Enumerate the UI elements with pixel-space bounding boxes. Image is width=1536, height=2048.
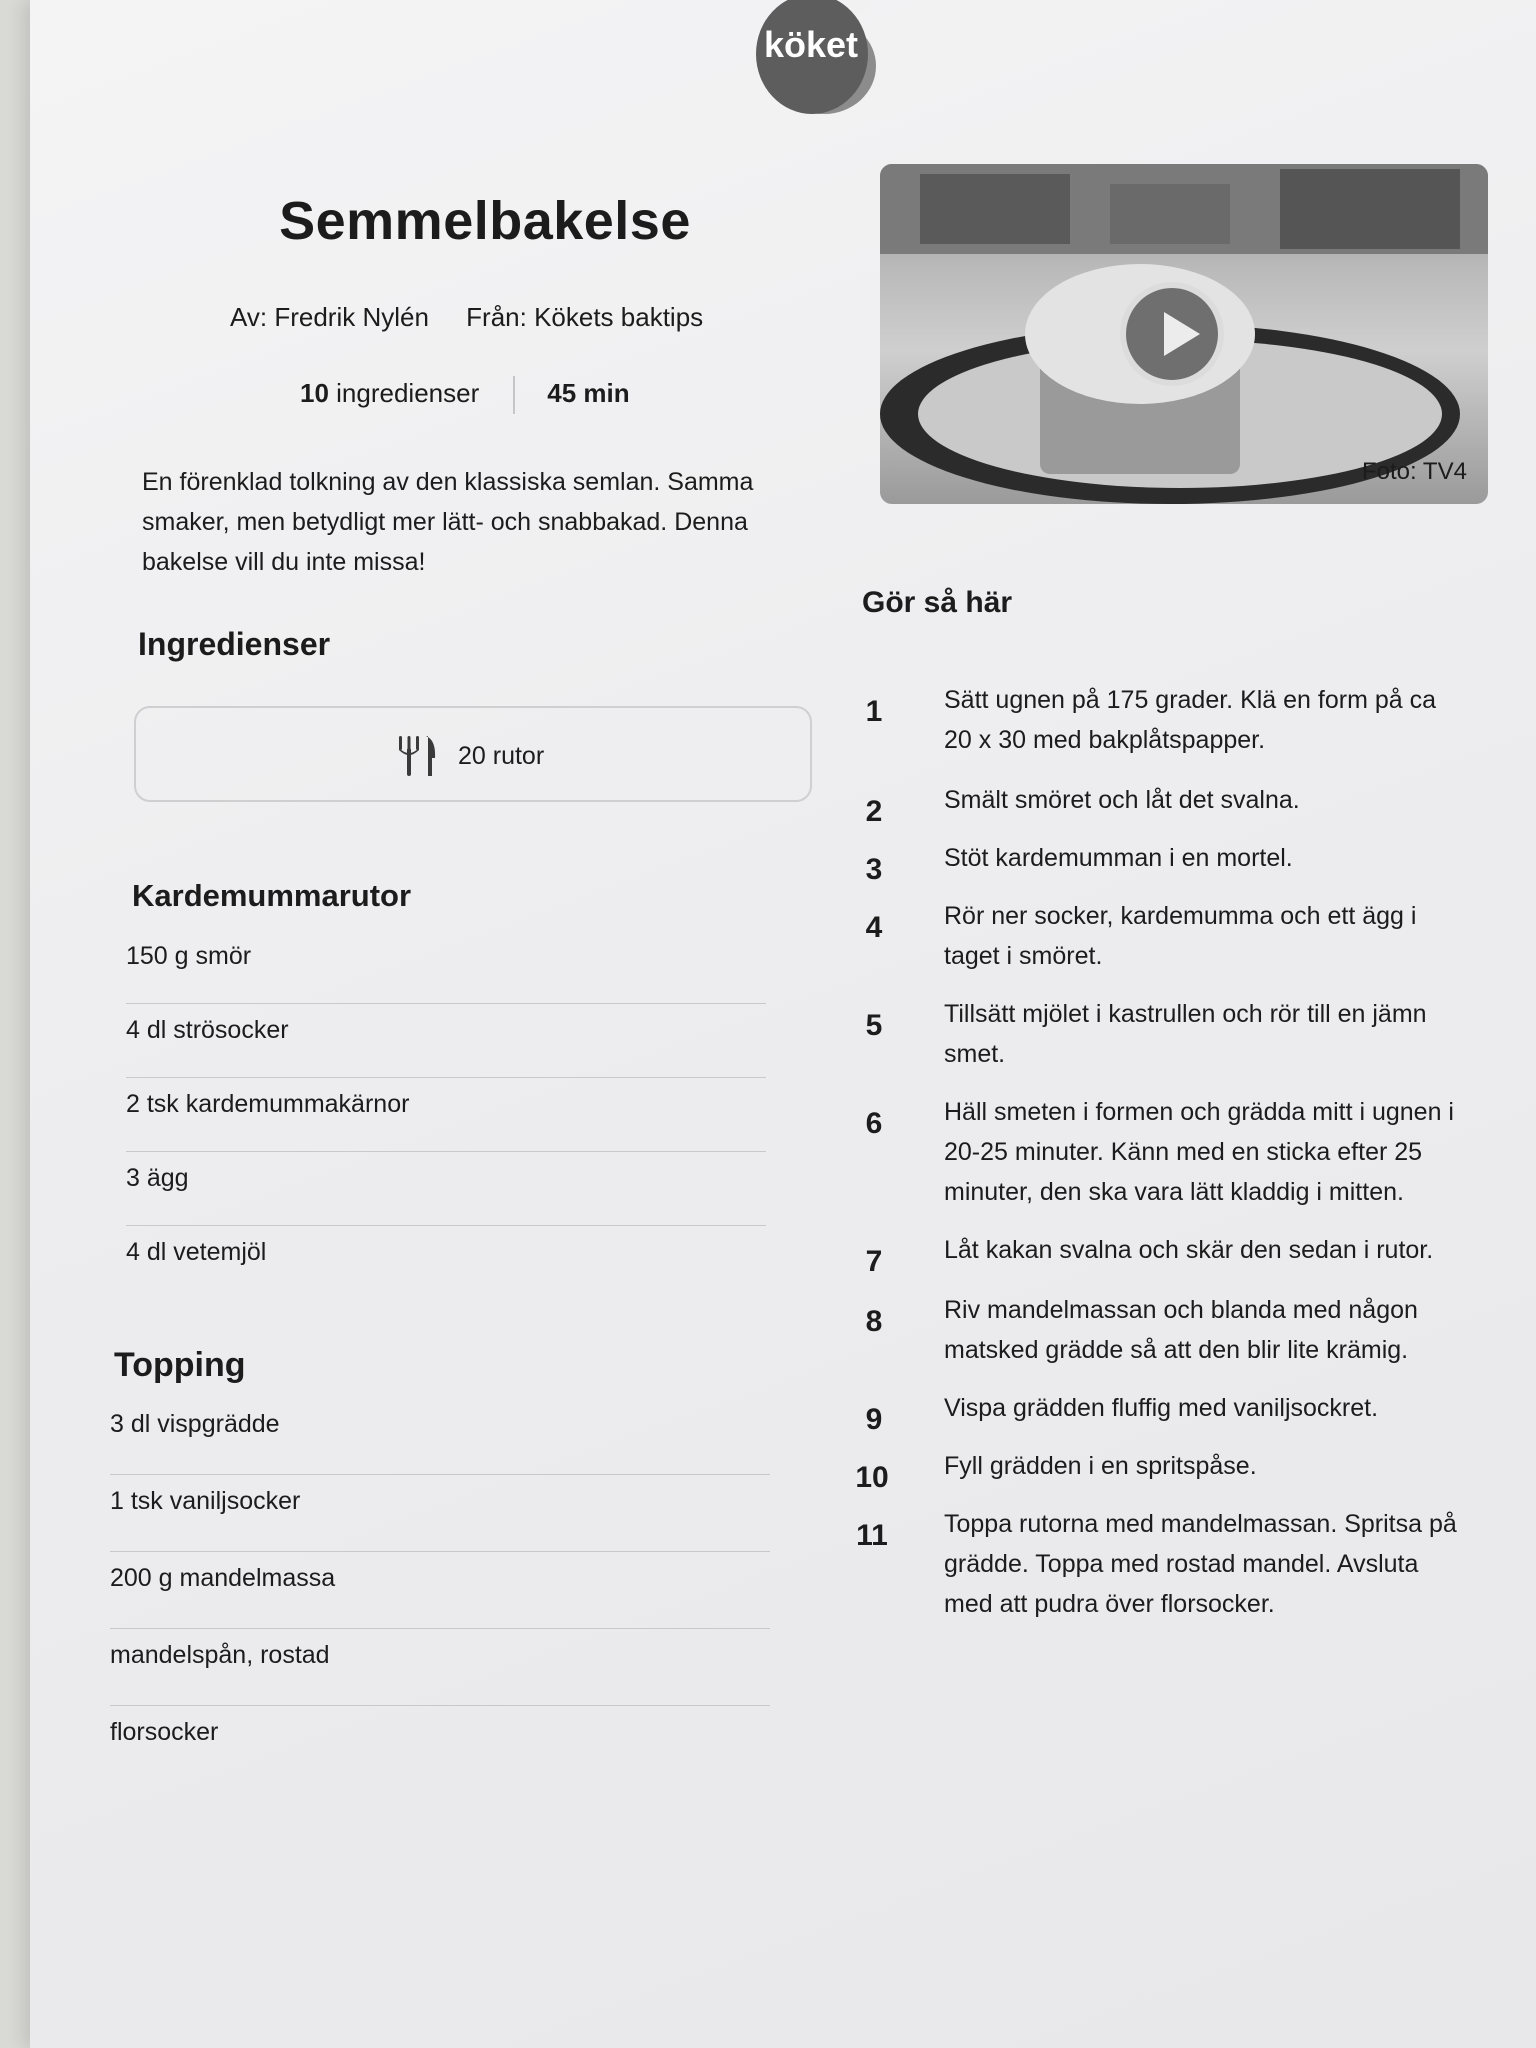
step-number: 1	[865, 695, 883, 728]
photo-credit: Foto: TV4	[1362, 458, 1467, 485]
recipe-source[interactable]: Från: Kökets baktips	[466, 302, 704, 332]
ingredient-item: 2 tsk kardemummakärnor	[126, 1078, 766, 1152]
step-number: 6	[865, 1107, 883, 1140]
cooking-time: 45 min	[547, 377, 630, 408]
ingredient-item: 200 g mandelmassa	[110, 1552, 770, 1629]
step-item	[848, 1230, 1468, 1278]
recipe-title: Semmelbakelse	[279, 191, 691, 251]
recipe-stats	[300, 376, 630, 414]
portion-selector[interactable]	[134, 706, 812, 802]
group-heading-kardemummarutor: Kardemummarutor	[132, 878, 412, 913]
portion-count: 20 rutor	[458, 741, 545, 770]
step-item	[848, 1446, 1468, 1494]
koket-logo	[752, 0, 882, 118]
ingredient-item: 3 dl vispgrädde	[110, 1398, 770, 1475]
ingredient-list-kardemummarutor	[126, 930, 766, 1300]
ingredient-item: 150 g smör	[126, 930, 766, 1004]
step-item	[848, 680, 1468, 760]
step-number: 4	[865, 911, 883, 944]
ingredient-item: 1 tsk vaniljsocker	[110, 1475, 770, 1552]
step-number: 9	[865, 1403, 883, 1436]
step-number: 7	[865, 1245, 883, 1278]
step-number: 10	[855, 1461, 889, 1494]
ingredient-count: 10	[300, 377, 329, 408]
ingredient-item: florsocker	[110, 1718, 219, 1746]
step-text: Vispa grädden fluffig med vaniljsockret.	[944, 1394, 1379, 1422]
play-icon[interactable]	[1120, 282, 1224, 386]
step-text: Rör ner socker, kardemumma och ett ägg i taget i smöret.	[944, 902, 1417, 970]
step-item	[848, 1388, 1468, 1436]
step-text: Toppa rutorna med mandelmassan. Spritsa på grädde. Toppa med rostad mandel. Avsluta med att pudra över florsocker.	[944, 1510, 1457, 1618]
ingredients-heading: Ingredienser	[138, 626, 331, 662]
instructions-heading: Gör så här	[862, 586, 1013, 619]
step-item	[848, 1504, 1468, 1624]
group-heading-topping: Topping	[114, 1346, 246, 1384]
step-number: 5	[865, 1009, 883, 1042]
step-text: Tillsätt mjölet i kastrullen och rör till en jämn smet.	[944, 1000, 1427, 1068]
step-item	[848, 838, 1468, 886]
step-text: Fyll grädden i en spritspåse.	[944, 1452, 1257, 1480]
step-item	[848, 1290, 1468, 1370]
portion-display	[398, 734, 544, 778]
step-number: 2	[865, 795, 883, 828]
cutlery-icon	[398, 734, 440, 778]
recipe-video[interactable]	[880, 164, 1488, 504]
recipe-meta	[230, 302, 733, 333]
recipe-author[interactable]: Av: Fredrik Nylén	[230, 302, 429, 332]
ingredient-item: 3 ägg	[126, 1152, 766, 1226]
step-text: Riv mandelmassan och blanda med någon matsked grädde så att den blir lite krämig.	[944, 1296, 1418, 1364]
ingredient-count-label: ingredienser	[328, 377, 480, 408]
ingredient-list-topping	[110, 1398, 770, 1783]
stats-divider	[513, 376, 515, 414]
ingredient-item: 4 dl strösocker	[126, 1004, 766, 1078]
step-item	[848, 994, 1468, 1074]
step-text: Häll smeten i formen och grädda mitt i ugnen i 20-25 minuter. Känn med en sticka efter 25 minuter, den ska vara lätt kladdig i mitten.	[944, 1098, 1454, 1206]
step-item	[848, 896, 1468, 976]
instruction-steps	[848, 680, 1468, 1624]
ingredient-item: 4 dl vetemjöl	[126, 1238, 267, 1266]
ingredient-item: mandelspån, rostad	[110, 1629, 770, 1706]
logo-text: köket	[763, 24, 859, 65]
recipe-intro: En förenklad tolkning av den klassiska semlan. Samma smaker, men betydligt mer lätt- och snabbakad. Denna bakelse vill du inte missa!	[142, 468, 754, 576]
step-number: 3	[865, 853, 883, 886]
step-text: Stöt kardemumman i en mortel.	[944, 844, 1293, 872]
step-text: Sätt ugnen på 175 grader. Klä en form på ca 20 x 30 med bakplåtspapper.	[944, 686, 1437, 754]
step-item	[848, 780, 1468, 828]
step-number: 11	[856, 1519, 888, 1552]
step-text: Låt kakan svalna och skär den sedan i rutor.	[944, 1236, 1434, 1264]
step-item	[848, 1092, 1468, 1212]
step-number: 8	[865, 1305, 883, 1338]
step-text: Smält smöret och låt det svalna.	[944, 786, 1300, 814]
